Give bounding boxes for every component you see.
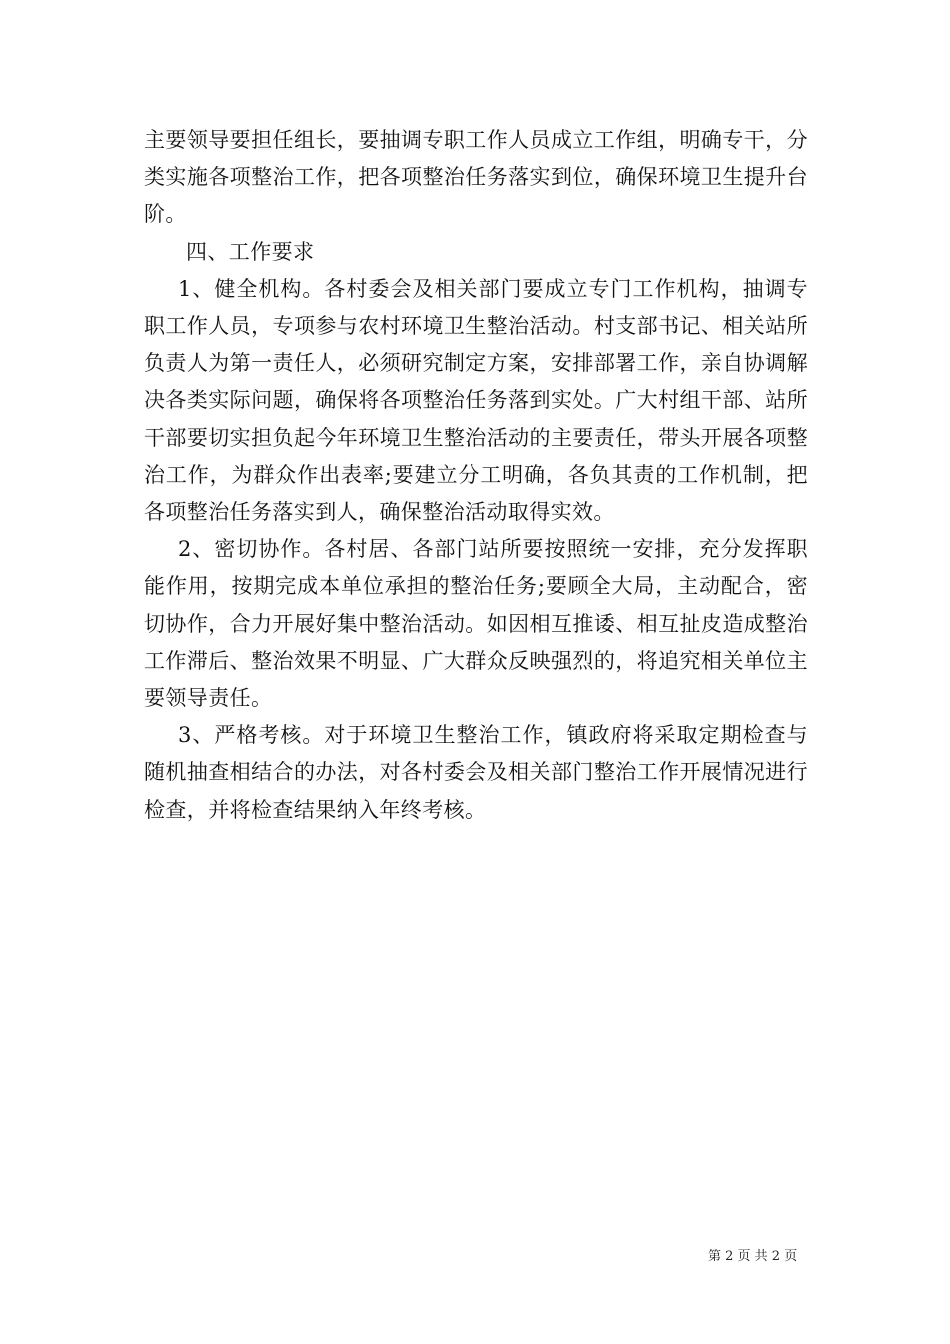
paragraph-item-2: 2、密切协作。各村居、各部门站所要按照统一安排，充分发挥职能作用，按期完成本单位承担的整治任务;要顾全大局，主动配合，密切协作，合力开展好集中整治活动。如因相互推诿、相互扯皮造成整治工作滞后、整治效果不明显、广大群众反映强烈的，将追究相关单位主要领导责任。 <box>144 537 808 711</box>
page-footer: 第 2 页 共 2 页 <box>708 1249 798 1264</box>
paragraph-item-1: 1、健全机构。各村委会及相关部门要成立专门工作机构，抽调专职工作人员，专项参与农村环境卫生整治活动。村支部书记、相关站所负责人为第一责任人，必须研究制定方案，安排部署工作，亲自协调解决各类实际问题，确保将各项整治任务落到实处。广大村组干部、站所干部要切实担负起今年环境卫生整治活动的主要责任，带头开展各项整治工作，为群众作出表率;要建立分工明确，各负其责的工作机制，把各项整治任务落实到人，确保整治活动取得实效。 <box>144 276 808 525</box>
paragraph-item-3: 3、严格考核。对于环境卫生整治工作，镇政府将采取定期检查与随机抽查相结合的办法，对各村委会及相关部门整治工作开展情况进行检查，并将检查结果纳入年终考核。 <box>144 723 808 822</box>
document-body <box>144 122 808 829</box>
paragraph-continuation: 主要领导要担任组长，要抽调专职工作人员成立工作组，明确专干，分类实施各项整治工作，把各项整治任务落实到位，确保环境卫生提升台阶。 <box>144 128 808 227</box>
section-heading: 四、工作要求 <box>186 239 315 264</box>
